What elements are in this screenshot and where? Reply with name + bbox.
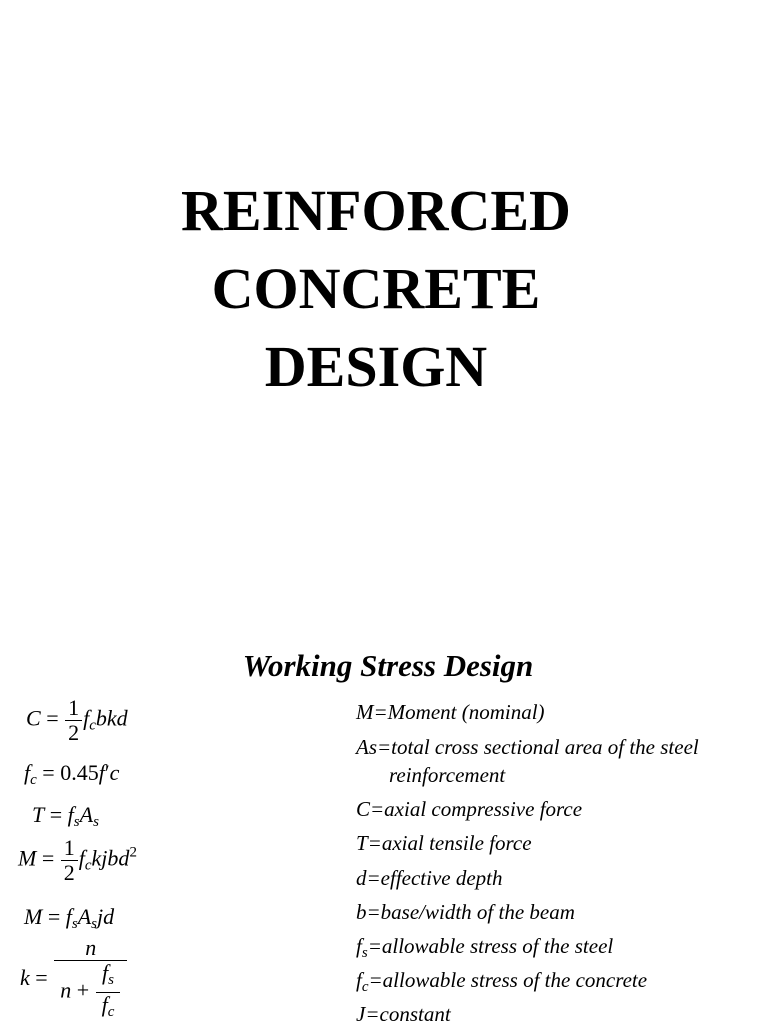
definition-item: d=effective depth	[356, 866, 503, 890]
definition-item: M=Moment (nominal)	[356, 700, 545, 724]
definition-item: C=axial compressive force	[356, 797, 583, 821]
definition-text: =allowable stress of the steel	[367, 934, 614, 958]
equation-k: k = n n + $\frac{f_s}{f_c}$	[20, 936, 128, 1024]
definition-item: b=base/width of the beam	[356, 900, 575, 924]
definition-item: As=total cross sectional area of the steel	[356, 735, 699, 759]
definition-item-fs: $f_s=allowable$ stress of the steel	[356, 934, 614, 961]
definition-text: =allowable stress of the concrete	[368, 968, 648, 992]
equation-tensile-force: $T = f_sA_s$	[32, 802, 99, 830]
main-title	[0, 172, 752, 406]
definition-item: T=axial tensile force	[356, 831, 532, 855]
title-line-3: DESIGN	[264, 334, 488, 399]
section-title: Working Stress Design	[242, 648, 534, 683]
title-line-2: CONCRETE	[211, 256, 541, 321]
definition-item-continued: reinforcement	[389, 763, 506, 787]
equation-concrete-stress: $f_c = 0.45f'c$	[24, 760, 120, 788]
definition-item-fc: $f_c=allowable$ stress of the concrete	[356, 968, 648, 995]
title-line-1: REINFORCED	[181, 178, 571, 243]
equation-compressive-force: C = $\frac{1}{2}$ $f_cbkd$	[26, 695, 128, 745]
equation-moment-steel: $M = f_sA_sjd$	[24, 904, 115, 932]
definition-item: J=constant	[356, 1002, 451, 1026]
equation-moment-concrete: M = $\frac{1}{2}$ $f_ckjbd^2$	[18, 835, 137, 885]
